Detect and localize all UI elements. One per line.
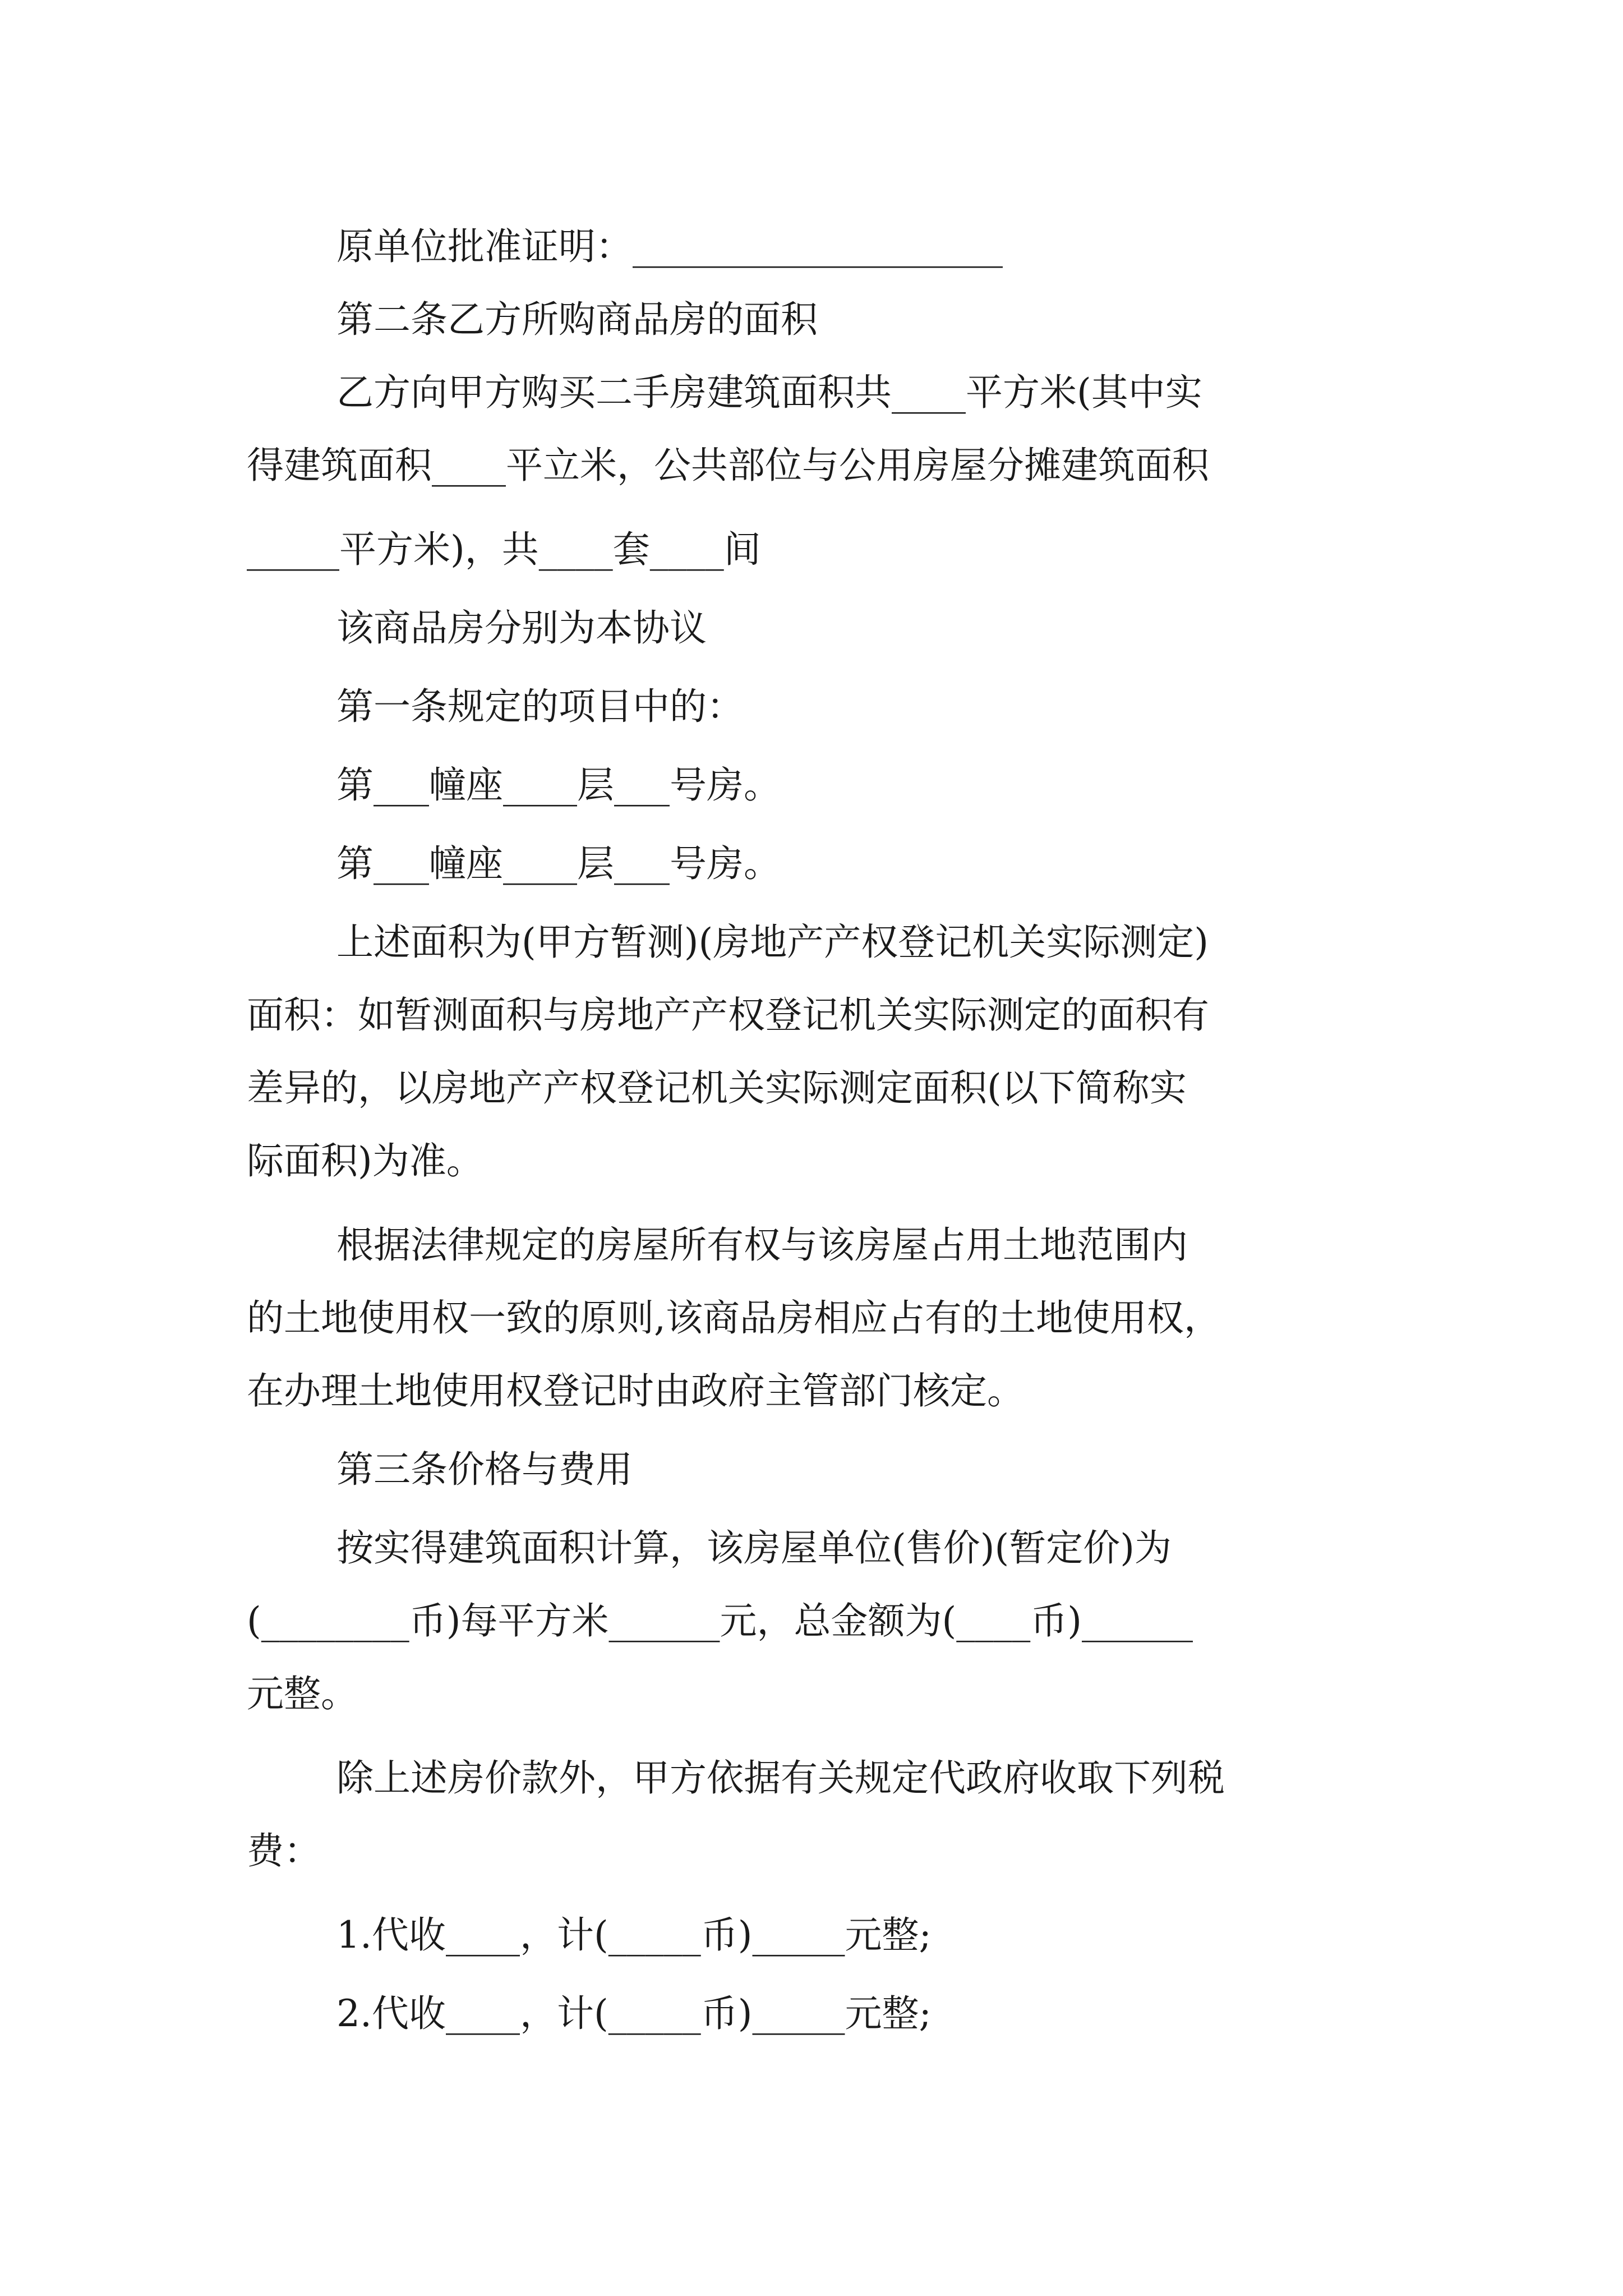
paragraph-line: 际面积)为准。	[247, 1139, 483, 1182]
paragraph-line: 得建筑面积____平立米，公共部位与公用房屋分摊建筑面积	[247, 444, 1209, 487]
paragraph-line: 在办理土地使用权登记时由政府主管部门核定。	[247, 1369, 1024, 1412]
paragraph-line: 乙方向甲方购买二手房建筑面积共____平方米(其中实	[336, 371, 1202, 414]
paragraph-line: 元整。	[247, 1672, 358, 1715]
unit-line: 第___幢座____层___号房。	[336, 842, 781, 885]
article-2-heading: 第二条乙方所购商品房的面积	[336, 298, 818, 341]
paragraph-line: 面积：如暂测面积与房地产产权登记机关实际测定的面积有	[247, 993, 1209, 1037]
paragraph-line: 的土地使用权一致的原则,该商品房相应占有的土地使用权，	[247, 1296, 1221, 1340]
paragraph-line: (________币)每平方米______元，总金额为(____币)______	[247, 1599, 1193, 1642]
paragraph-line: _____平方米)，共____套____间	[247, 528, 761, 571]
paragraph-line: 该商品房分别为本协议	[336, 606, 707, 650]
paragraph-line: 除上述房价款外，甲方依据有关规定代政府收取下列税	[336, 1756, 1225, 1800]
paragraph-line: 上述面积为(甲方暂测)(房地产产权登记机关实际测定)	[336, 921, 1209, 964]
paragraph-line: 根据法律规定的房屋所有权与该房屋占用土地范围内	[336, 1223, 1188, 1267]
paragraph-line: 差异的，以房地产产权登记机关实际测定面积(以下简称实	[247, 1066, 1187, 1110]
tax-item-1: 1.代收____，计(_____币)_____元整;	[336, 1913, 932, 1957]
paragraph-line: 按实得建筑面积计算，该房屋单位(售价)(暂定价)为	[336, 1526, 1172, 1570]
unit-line: 第___幢座____层___号房。	[336, 763, 781, 807]
paragraph-line: 第一条规定的项目中的：	[336, 685, 744, 728]
tax-item-2: 2.代收____，计(_____币)_____元整;	[336, 1992, 932, 2035]
approval-proof-line: 原单位批准证明：____________________	[336, 225, 1003, 268]
article-3-heading: 第三条价格与费用	[336, 1448, 633, 1491]
paragraph-line: 费：	[247, 1829, 321, 1872]
